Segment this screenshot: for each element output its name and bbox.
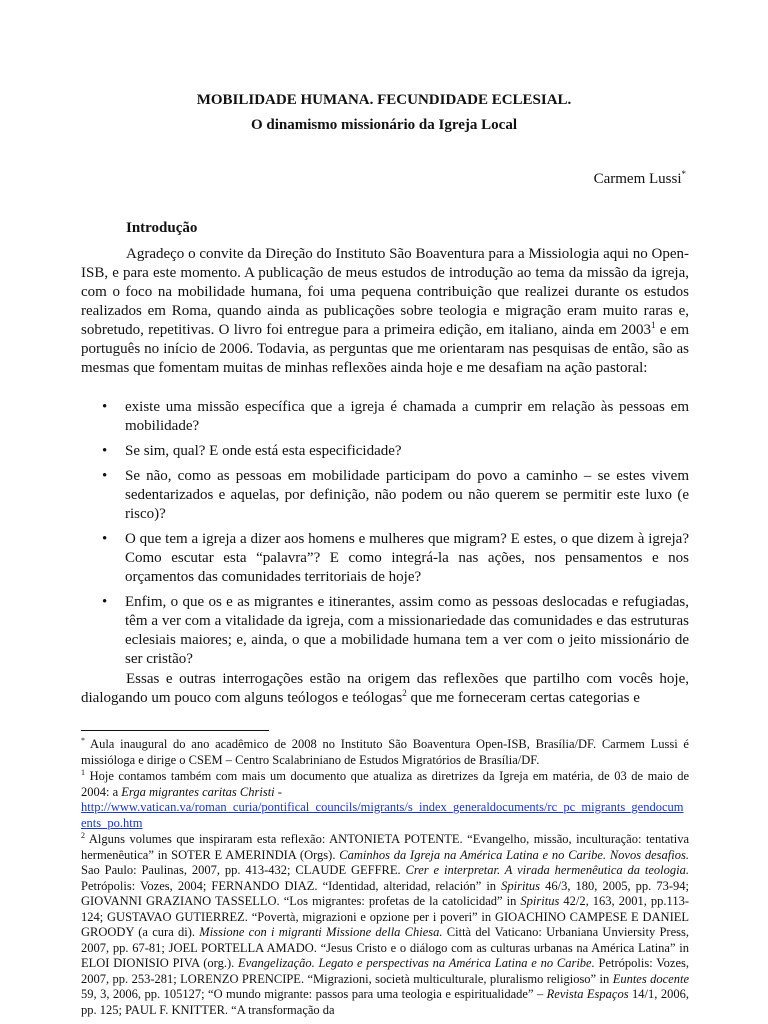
footnote-text: Alguns volumes que inspiraram esta reflexão: ANTONIETA POTENTE. “Evangelho, missão, inculturação: tentativa hermenêutica” in SOTER E AMERINDIA (Orgs).: [81, 832, 689, 862]
footnote-title: Caminhos da Igreja na América Latina e no Caribe. Novos desafios.: [339, 847, 689, 862]
author-name: [594, 169, 686, 188]
question-list: [81, 398, 689, 675]
footnote-title: Crer e interpretar. A virada hermenêutica da teologia.: [405, 863, 689, 877]
footnote-title: Evangelização. Legato e perspectivas na América Latina e no Caribe.: [238, 956, 595, 970]
list-item-text: Enfim, o que os e as migrantes e itinerantes, assim como as pessoas deslocadas e refugiadas, têm a ver com a vitalidade da igreja, com a missionariedade das comunidades e das estruturas eclesiais maiores; e, ainda, o que a mobilidade humana tem a ver com o jeito missionário de ser cristão?: [125, 594, 689, 667]
footnote-mark: *: [81, 735, 85, 745]
footnotes: [81, 737, 689, 1019]
intro-paragraph: [81, 245, 689, 378]
footnote-title: Euntes docente: [612, 971, 689, 986]
section-heading: Introdução: [126, 220, 198, 236]
footnote-text: 14/1, 2006, pp. 125; PAUL F. KNITTER. “A transformação da: [81, 987, 689, 1017]
list-item: [81, 530, 689, 587]
list-item: [81, 398, 689, 436]
list-item: [81, 467, 689, 524]
footnote-1: [81, 769, 689, 831]
footnote-ref: 1: [651, 320, 656, 330]
paragraph-text: Agradeço o convite da Direção do Instituto São Boaventura para a Missiologia aqui no Open-ISB, e para este momento. A publicação de meus estudos de introdução ao tema da missão da igreja, com o foco na mobilidade humana, foi uma pequena contribuição que realizei durante os estudos realizados em Roma, quando ainda as publicações sobre teologia e migração eram muito raras e, sobretudo, repetitivas. O livro foi entregue para a primeira edição, em italiano, ainda em 2003: [81, 246, 689, 338]
vatican-document-link[interactable]: http://www.vatican.va/roman_curia/pontifical_councils/migrants/s_index_generaldocuments/rc_pc_migrants_gendocuments_po.htm: [81, 800, 684, 830]
bullet-icon: •: [102, 399, 108, 415]
footnote-text: Sao Paulo: Paulinas, 2007, pp. 413-432; CLAUDE GEFFRE.: [81, 863, 406, 877]
footnote-text: Aula inaugural do ano acadêmico de 2008 no Instituto São Boaventura Open-ISB, Brasília/DF. Carmem Lussi é missióloga e dirige o CSEM – Centro Scalabriniano de Estudos Migratórios de Brasília/DF.: [81, 737, 689, 767]
footnote-ref: 2: [402, 688, 407, 698]
footnote-text: 46/3, 180, 2005, pp. 73-94; GIOVANNI GRAZIANO TASSELLO. “Los migrantes: profetas de la catolicidad” in: [81, 878, 690, 908]
footnote-title: Revista Espaços: [546, 987, 629, 1001]
footnote-mark: 2: [81, 830, 85, 840]
footnote-text: 59, 3, 2006, pp. 105127; “O mundo migrante: passos para uma teologia e espiritualidade” –: [81, 987, 547, 1001]
closing-paragraph: [81, 670, 689, 708]
author-name-text: Carmem Lussi: [593, 171, 682, 187]
footnote-text: Petrópolis: Vozes, 2004; FERNANDO DIAZ. “Identidad, alteridad, relación” in: [81, 878, 502, 893]
list-item: [81, 593, 689, 669]
list-item-text: Se não, como as pessoas em mobilidade participam do povo a caminho – se estes vivem sedentarizados e aquelas, por definição, não podem ou não querem se permitir este luxo (e risco)?: [125, 468, 689, 522]
bullet-icon: •: [102, 468, 108, 484]
footnote-divider: [81, 730, 269, 731]
list-item-text: existe uma missão específica que a igreja é chamada a cumprir em relação às pessoas em mobilidade?: [125, 399, 689, 434]
footnote-text: Città del Vaticano: Urbaniana Unviersity Press, 2007, pp. 67-81; JOEL PORTELLA AMADO. “Jesus Cristo e o diálogo com as culturas urbanas na América Latina” in ELOI DIONISIO PIVA (org.).: [81, 925, 689, 970]
paragraph-text: e em português no início de 2006. Todavia, as perguntas que me orientaram nas pesquisas de então, são as mesmas que fomentam muitas de minhas reflexões ainda hoje e me desafiam na ação pastoral:: [81, 322, 689, 376]
footnote-mark: 1: [81, 767, 85, 777]
footnote-title: Erga migrantes caritas Christi: [121, 784, 275, 799]
footnote-text: [81, 832, 689, 1017]
bullet-icon: •: [102, 594, 108, 610]
paragraph-text: que me forneceram certas categorias e: [406, 690, 640, 706]
footnote-2: [81, 832, 689, 1018]
list-item-text: Se sim, qual? E onde está esta especificidade?: [125, 443, 402, 459]
author-footnote-mark: *: [681, 169, 686, 179]
list-item: [81, 442, 689, 461]
list-item-text: O que tem a igreja a dizer aos homens e mulheres que migram? E estes, o que dizem à igreja? Como escutar esta “palavra”? E como integrá-la nas ações, nos pensamentos e nos orçamentos das comunidades territoriais de hoje?: [125, 531, 689, 585]
document-title: MOBILIDADE HUMANA. FECUNDIDADE ECLESIAL.: [196, 92, 572, 108]
footnote-text: Hoje contamos também com mais um documento que atualiza as diretrizes da Igreja em matéria, de 03 de maio de 2004: a: [81, 769, 689, 799]
footnote-title: Spiritus: [520, 894, 560, 908]
footnote-text: -: [274, 784, 282, 799]
paragraph-text: Essas e outras interrogações estão na origem das reflexões que partilho com vocês hoje, dialogando um pouco com alguns teólogos e teólogas: [81, 671, 689, 706]
footnote-star: [81, 737, 689, 768]
footnote-title: Missione con i migranti Missione della Chiesa.: [199, 925, 443, 939]
footnote-text: Petrópolis: Vozes, 2007, pp. 253-281; LORENZO PRENCIPE. “Migrazioni, società multiculturale, pluralismo religioso” in: [81, 956, 689, 986]
bullet-icon: •: [102, 443, 108, 459]
footnote-title: Spiritus: [501, 878, 541, 893]
footnote-text: 42/2, 163, 2001, pp.113-124; GUSTAVAO GUTIERREZ. “Povertà, migrazioni e opzione per i poveri” in GIOACHINO CAMPESE E DANIEL GROODY (a cura di).: [81, 894, 689, 939]
document-subtitle: O dinamismo missionário da Igreja Local: [251, 117, 517, 133]
bullet-icon: •: [102, 531, 108, 547]
